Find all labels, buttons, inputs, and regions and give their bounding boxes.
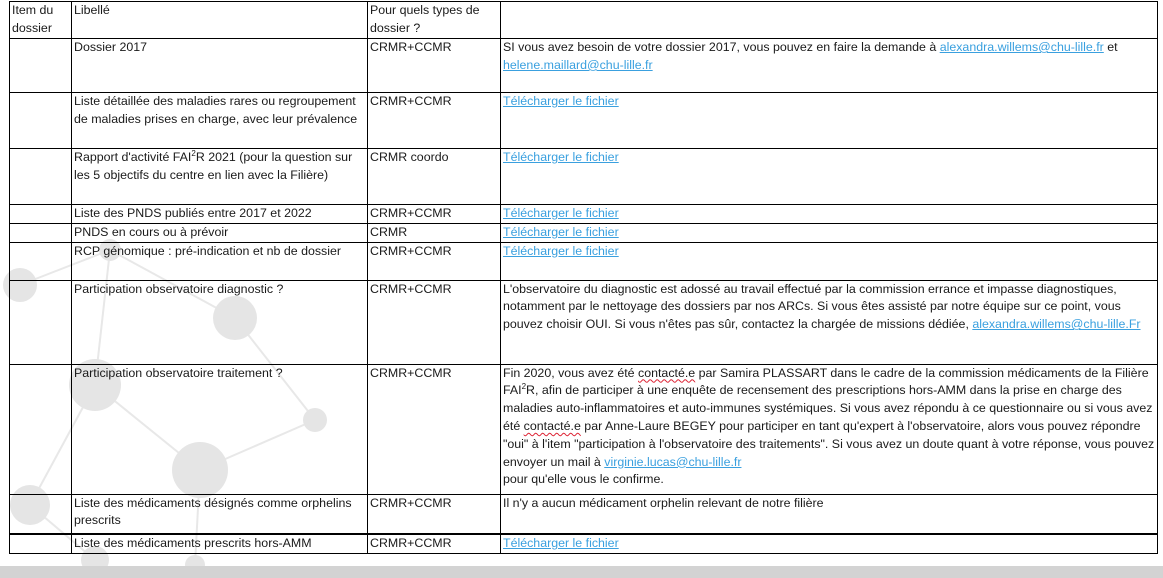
header-types: Pour quels types de dossier ?: [368, 2, 501, 39]
item-cell: [10, 242, 72, 280]
info-cell: [501, 242, 1158, 280]
superscript: 2: [191, 148, 196, 158]
types-cell: CRMR: [368, 223, 501, 242]
email-link[interactable]: alexandra.willems@chu-lille.Fr: [972, 317, 1141, 332]
types-cell: CRMR+CCMR: [368, 494, 501, 534]
download-link[interactable]: Télécharger le fichier: [503, 94, 619, 108]
item-cell: [10, 205, 72, 224]
download-link[interactable]: Télécharger le fichier: [503, 224, 619, 239]
table-row: [10, 280, 1158, 364]
download-link[interactable]: Télécharger le fichier: [503, 150, 619, 164]
table-row: [10, 205, 1158, 224]
table-row: [10, 39, 1158, 93]
item-cell: [10, 494, 72, 534]
libelle-cell: Liste détaillée des maladies rares ou regroupement de maladies prises en charge, avec leur prévalence: [72, 93, 368, 149]
libelle-cell: Participation observatoire diagnostic ?: [72, 280, 368, 364]
info-text: par Samira PLASSART dans le cadre de la commission médicaments de la Filière FAI: [503, 365, 1149, 398]
info-text: par Anne-Laure BEGEY pour participer en tant qu'expert à l'observatoire, alors vous pouvez répondre "oui" à l'item "participation à l'observatoire des traitements". Si vous avez un doute quant à votre réponse, vous pouvez envoyer un mail à: [503, 418, 1155, 469]
item-cell: [10, 534, 72, 553]
table-row: [10, 93, 1158, 149]
info-cell: [501, 149, 1158, 205]
types-cell: CRMR coordo: [368, 149, 501, 205]
download-link[interactable]: Télécharger le fichier: [503, 536, 619, 551]
window-bottom-bar: [0, 566, 1163, 578]
info-text: SI vous avez besoin de votre dossier 2017, vous pouvez en faire la demande à: [503, 40, 940, 54]
types-cell: CRMR+CCMR: [368, 280, 501, 364]
libelle-cell: [72, 149, 368, 205]
libelle-cell: Liste des médicaments prescrits hors-AMM: [72, 534, 368, 553]
info-cell: [501, 223, 1158, 242]
info-text: pour qu'elle vous le confirme.: [503, 472, 664, 487]
superscript: 2: [521, 382, 527, 392]
libelle-cell: Dossier 2017: [72, 39, 368, 93]
header-libelle: Libellé: [72, 2, 368, 39]
info-cell: [501, 39, 1158, 93]
table-row: [10, 242, 1158, 280]
item-cell: [10, 364, 72, 494]
info-text: R, afin de participer à une enquête de recensement des prescriptions hors-AMM dans la prise en charge des maladies auto-inflammatoires et auto-immunes systémiques. Si vous avez répondu à ce questionnaire ou si vous avez été: [503, 383, 1153, 433]
table-row: [10, 534, 1158, 553]
item-cell: [10, 149, 72, 205]
types-cell: CRMR+CCMR: [368, 242, 501, 280]
item-cell: [10, 280, 72, 364]
header-item: Item du dossier: [10, 2, 72, 39]
types-cell: CRMR+CCMR: [368, 39, 501, 93]
info-text: et: [1103, 40, 1118, 54]
info-cell: [501, 534, 1158, 553]
email-link[interactable]: helene.maillard@chu-lille.fr: [503, 57, 653, 72]
header-info: [501, 2, 1158, 39]
libelle-cell: Liste des médicaments désignés comme orphelins prescrits: [72, 494, 368, 534]
spellcheck-word: contacté.e: [523, 418, 581, 433]
table-header-row: [10, 2, 1158, 39]
download-link[interactable]: Télécharger le fichier: [503, 243, 619, 258]
libelle-cell: Participation observatoire traitement ?: [72, 364, 368, 494]
info-cell: [501, 205, 1158, 224]
table-row: [10, 149, 1158, 205]
info-cell: [501, 364, 1158, 494]
libelle-text: Rapport d'activité FAI: [74, 150, 192, 164]
table-row: [10, 223, 1158, 242]
table-row: [10, 494, 1158, 534]
libelle-cell: Liste des PNDS publiés entre 2017 et 2022: [72, 205, 368, 224]
email-link[interactable]: virginie.lucas@chu-lille.fr: [604, 454, 742, 469]
dossier-items-table: [9, 1, 1158, 554]
item-cell: [10, 223, 72, 242]
item-cell: [10, 93, 72, 149]
spellcheck-word: contacté.e: [638, 365, 696, 380]
download-link[interactable]: Télécharger le fichier: [503, 206, 619, 220]
types-cell: CRMR+CCMR: [368, 205, 501, 224]
libelle-text: R 2021 (pour la question sur les 5 objectifs du centre en lien avec la Filière): [74, 150, 353, 182]
table-row: [10, 364, 1158, 494]
info-text: L'observatoire du diagnostic est adossé au travail effectué par la commission errance et impasse diagnostiques, notamment par le nettoyage des dossiers par nos ARCs. Si vous êtes assisté par notre équipe sur ce point, vous pouvez choisir OUI. Si vous n'êtes pas sûr, contactez la chargée de missions dédiée,: [503, 281, 1121, 332]
info-cell: [501, 93, 1158, 149]
types-cell: CRMR+CCMR: [368, 364, 501, 494]
email-link[interactable]: alexandra.willems@chu-lille.fr: [939, 40, 1104, 54]
info-cell: [501, 280, 1158, 364]
libelle-cell: PNDS en cours ou à prévoir: [72, 223, 368, 242]
types-cell: CRMR+CCMR: [368, 534, 501, 553]
info-cell: Il n'y a aucun médicament orphelin relevant de notre filière: [501, 494, 1158, 534]
info-text: Fin 2020, vous avez été: [503, 365, 639, 380]
libelle-cell: RCP génomique : pré-indication et nb de dossier: [72, 242, 368, 280]
types-cell: CRMR+CCMR: [368, 93, 501, 149]
item-cell: [10, 39, 72, 93]
